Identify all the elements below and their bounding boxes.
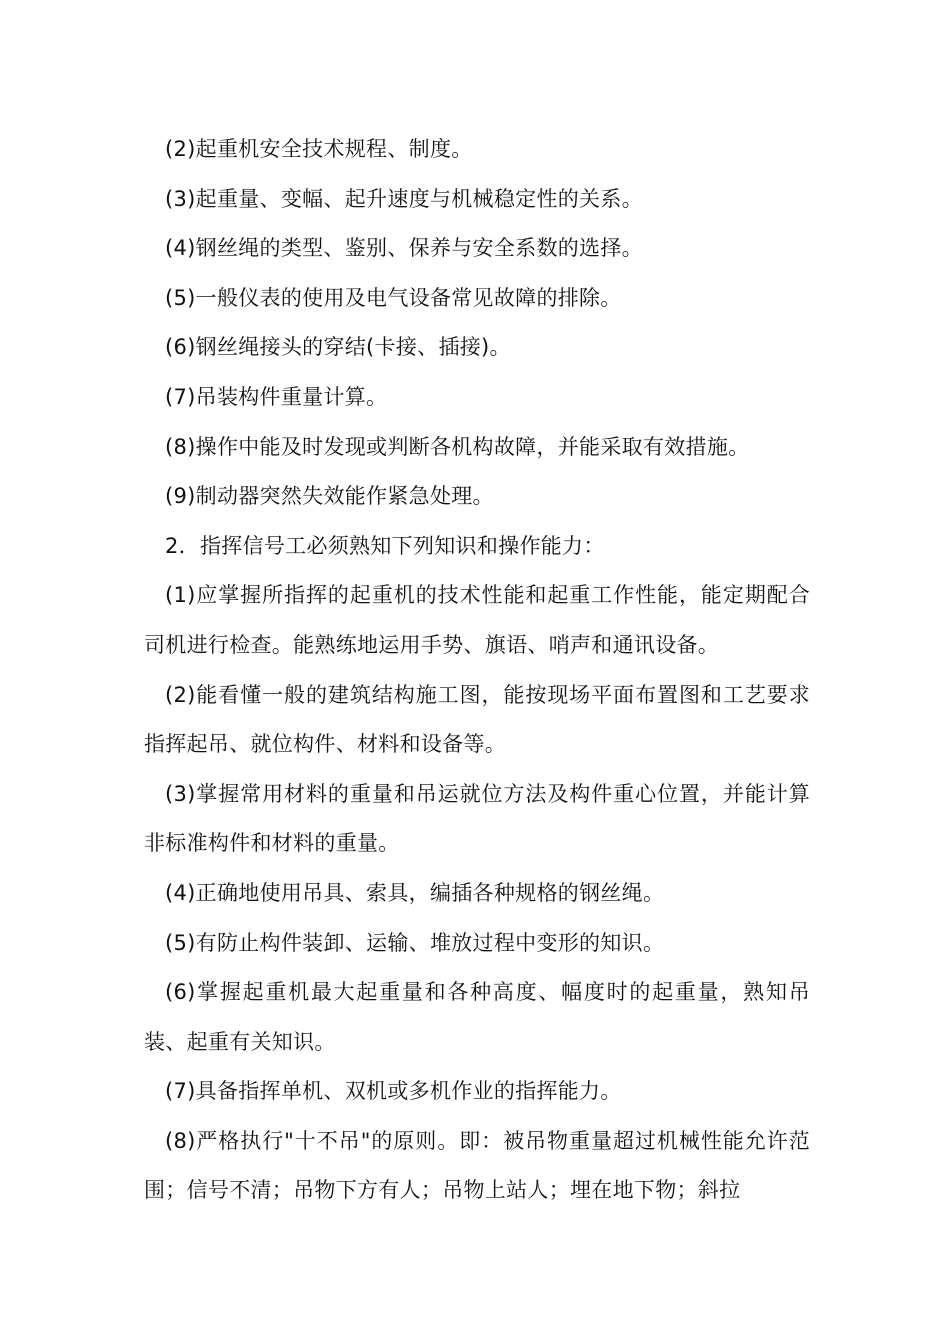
paragraph: (7)具备指挥单机、双机或多机作业的指挥能力。: [165, 1079, 622, 1104]
paragraph: (2)起重机安全技术规程、制度。: [165, 137, 473, 161]
document-body: [144, 125, 810, 1216]
paragraph: (6)钢丝绳接头的穿结(卡接、插接)。: [165, 335, 511, 360]
paragraph: (6)掌握起重机最大起重量和各种高度、幅度时的起重量，熟知吊装、起重有关知识。: [144, 980, 810, 1054]
paragraph: (4)钢丝绳的类型、鉴别、保养与安全系数的选择。: [165, 236, 643, 261]
paragraph: (8)操作中能及时发现或判断各机构故障，并能采取有效措施。: [165, 434, 750, 459]
paragraph: (7)吊装构件重量计算。: [165, 384, 388, 409]
paragraph: (2)能看懂一般的建筑结构施工图，能按现场平面布置图和工艺要求指挥起吊、就位构件、材料和设备等。: [144, 682, 810, 757]
paragraph: (3)起重量、变幅、起升速度与机械稳定性的关系。: [165, 186, 643, 211]
paragraph: (5)一般仪表的使用及电气设备常见故障的排除。: [165, 285, 622, 310]
paragraph: (5)有防止构件装卸、运输、堆放过程中变形的知识。: [165, 930, 665, 955]
paragraph: (3)掌握常用材料的重量和吊运就位方法及构件重心位置，并能计算非标准构件和材料的重量。: [144, 781, 810, 856]
paragraph: (9)制动器突然失效能作紧急处理。: [165, 484, 494, 509]
paragraph: (4)正确地使用吊具、索具，编插各种规格的钢丝绳。: [165, 880, 665, 905]
paragraph: (8)严格执行"十不吊"的原则。即：被吊物重量超过机械性能允许范围；信号不清；吊物下方有人；吊物上站人；埋在地下物；斜拉: [144, 1128, 810, 1203]
section-heading: 2．指挥信号工必须熟知下列知识和操作能力：: [165, 533, 605, 558]
paragraph: (1)应掌握所指挥的起重机的技术性能和起重工作性能，能定期配合司机进行检查。能熟练地运用手势、旗语、哨声和通讯设备。: [144, 583, 810, 657]
